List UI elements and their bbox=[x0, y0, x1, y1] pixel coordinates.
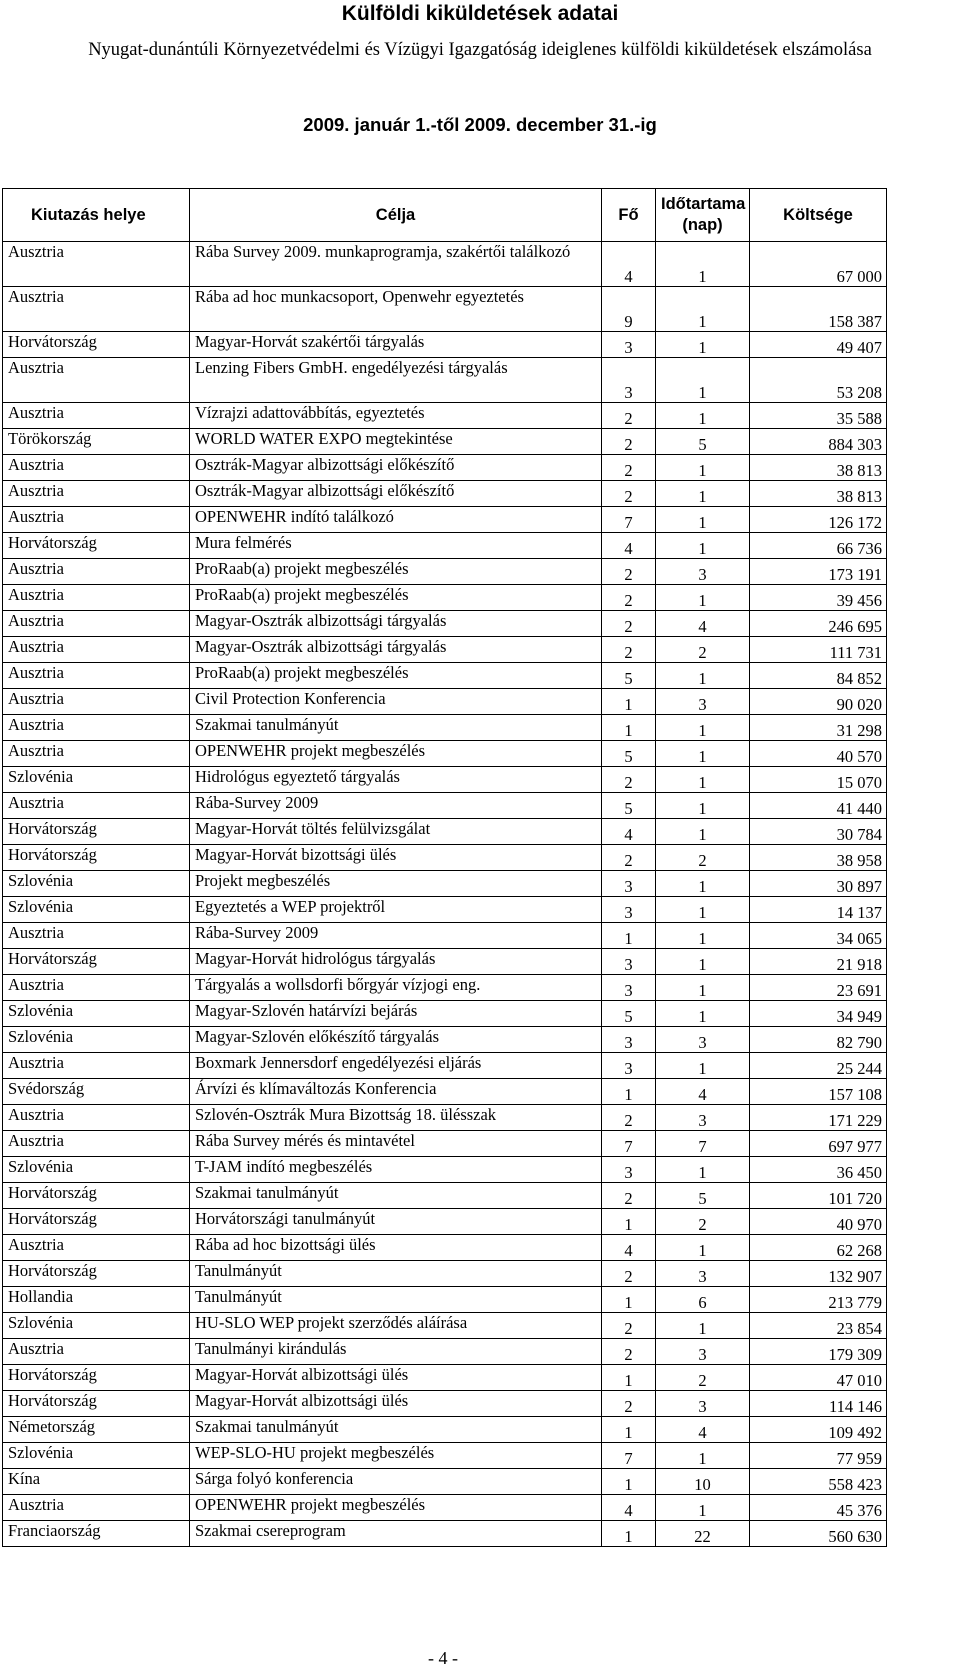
days-cell: 22 bbox=[656, 1521, 750, 1547]
cost-cell: 40 970 bbox=[750, 1209, 887, 1235]
table-row bbox=[3, 358, 887, 403]
cost-cell: 25 244 bbox=[750, 1053, 887, 1079]
table-row bbox=[3, 287, 887, 332]
cost-cell: 15 070 bbox=[750, 767, 887, 793]
table-row bbox=[3, 1443, 887, 1469]
table-row bbox=[3, 242, 887, 287]
table-row bbox=[3, 559, 887, 585]
purpose-cell: Lenzing Fibers GmbH. engedélyezési tárgyalás bbox=[190, 358, 602, 403]
cost-cell: 35 588 bbox=[750, 403, 887, 429]
persons-cell: 3 bbox=[602, 871, 656, 897]
location-cell: Ausztria bbox=[3, 358, 190, 403]
cost-cell: 213 779 bbox=[750, 1287, 887, 1313]
location-cell: Horvátország bbox=[3, 1391, 190, 1417]
location-cell: Szlovénia bbox=[3, 1001, 190, 1027]
location-cell: Ausztria bbox=[3, 715, 190, 741]
purpose-cell: Boxmark Jennersdorf engedélyezési eljárás bbox=[190, 1053, 602, 1079]
location-cell: Ausztria bbox=[3, 611, 190, 637]
days-cell: 6 bbox=[656, 1287, 750, 1313]
cost-cell: 40 570 bbox=[750, 741, 887, 767]
persons-cell: 3 bbox=[602, 1157, 656, 1183]
days-cell: 1 bbox=[656, 403, 750, 429]
days-cell: 1 bbox=[656, 897, 750, 923]
table-row bbox=[3, 663, 887, 689]
purpose-cell: Magyar-Horvát albizottsági ülés bbox=[190, 1391, 602, 1417]
trips-table bbox=[2, 188, 887, 1547]
days-cell: 1 bbox=[656, 1001, 750, 1027]
purpose-cell: Rába Survey mérés és mintavétel bbox=[190, 1131, 602, 1157]
location-cell: Horvátország bbox=[3, 1183, 190, 1209]
cost-cell: 126 172 bbox=[750, 507, 887, 533]
table-row bbox=[3, 871, 887, 897]
purpose-cell: Rába ad hoc munkacsoport, Openwehr egyeztetés bbox=[190, 287, 602, 332]
days-cell: 3 bbox=[656, 1261, 750, 1287]
days-cell: 3 bbox=[656, 1105, 750, 1131]
location-cell: Horvátország bbox=[3, 845, 190, 871]
purpose-cell: Hidrológus egyeztető tárgyalás bbox=[190, 767, 602, 793]
table-row bbox=[3, 332, 887, 358]
cost-cell: 38 813 bbox=[750, 455, 887, 481]
purpose-cell: Szlovén-Osztrák Mura Bizottság 18. ülésszak bbox=[190, 1105, 602, 1131]
table-row bbox=[3, 1495, 887, 1521]
location-cell: Ausztria bbox=[3, 923, 190, 949]
days-cell: 1 bbox=[656, 793, 750, 819]
persons-cell: 4 bbox=[602, 533, 656, 559]
days-cell: 1 bbox=[656, 923, 750, 949]
table-row bbox=[3, 1183, 887, 1209]
location-cell: Horvátország bbox=[3, 1209, 190, 1235]
persons-cell: 9 bbox=[602, 287, 656, 332]
days-cell: 3 bbox=[656, 1339, 750, 1365]
days-cell: 2 bbox=[656, 845, 750, 871]
cost-cell: 132 907 bbox=[750, 1261, 887, 1287]
cost-cell: 101 720 bbox=[750, 1183, 887, 1209]
purpose-cell: Tanulmányút bbox=[190, 1261, 602, 1287]
purpose-cell: Szakmai csereprogram bbox=[190, 1521, 602, 1547]
days-cell: 1 bbox=[656, 1053, 750, 1079]
cost-cell: 114 146 bbox=[750, 1391, 887, 1417]
days-cell: 1 bbox=[656, 663, 750, 689]
location-cell: Szlovénia bbox=[3, 871, 190, 897]
table-row bbox=[3, 1079, 887, 1105]
location-cell: Horvátország bbox=[3, 1261, 190, 1287]
page-number: - 4 - bbox=[428, 1648, 458, 1668]
purpose-cell: Magyar-Horvát hidrológus tárgyalás bbox=[190, 949, 602, 975]
persons-cell: 3 bbox=[602, 897, 656, 923]
days-cell: 2 bbox=[656, 637, 750, 663]
purpose-cell: HU-SLO WEP projekt szerződés aláírása bbox=[190, 1313, 602, 1339]
header-cost: Költsége bbox=[750, 189, 887, 242]
purpose-cell: Horvátországi tanulmányút bbox=[190, 1209, 602, 1235]
days-cell: 2 bbox=[656, 1209, 750, 1235]
location-cell: Ausztria bbox=[3, 1339, 190, 1365]
table-row bbox=[3, 767, 887, 793]
location-cell: Szlovénia bbox=[3, 767, 190, 793]
days-cell: 1 bbox=[656, 455, 750, 481]
cost-cell: 14 137 bbox=[750, 897, 887, 923]
persons-cell: 1 bbox=[602, 715, 656, 741]
cost-cell: 158 387 bbox=[750, 287, 887, 332]
purpose-cell: Magyar-Horvát albizottsági ülés bbox=[190, 1365, 602, 1391]
purpose-cell: ProRaab(a) projekt megbeszélés bbox=[190, 585, 602, 611]
purpose-cell: Rába-Survey 2009 bbox=[190, 923, 602, 949]
period-heading: 2009. január 1.-től 2009. december 31.-ig bbox=[303, 114, 657, 135]
purpose-cell: OPENWEHR projekt megbeszélés bbox=[190, 1495, 602, 1521]
location-cell: Ausztria bbox=[3, 975, 190, 1001]
table-row bbox=[3, 1339, 887, 1365]
purpose-cell: Rába ad hoc bizottsági ülés bbox=[190, 1235, 602, 1261]
persons-cell: 1 bbox=[602, 1469, 656, 1495]
location-cell: Ausztria bbox=[3, 403, 190, 429]
cost-cell: 111 731 bbox=[750, 637, 887, 663]
table-row bbox=[3, 793, 887, 819]
persons-cell: 3 bbox=[602, 975, 656, 1001]
persons-cell: 2 bbox=[602, 403, 656, 429]
persons-cell: 1 bbox=[602, 1365, 656, 1391]
persons-cell: 2 bbox=[602, 637, 656, 663]
cost-cell: 41 440 bbox=[750, 793, 887, 819]
cost-cell: 90 020 bbox=[750, 689, 887, 715]
persons-cell: 1 bbox=[602, 923, 656, 949]
cost-cell: 77 959 bbox=[750, 1443, 887, 1469]
location-cell: Horvátország bbox=[3, 949, 190, 975]
persons-cell: 4 bbox=[602, 1495, 656, 1521]
persons-cell: 2 bbox=[602, 1261, 656, 1287]
cost-cell: 246 695 bbox=[750, 611, 887, 637]
purpose-cell: Projekt megbeszélés bbox=[190, 871, 602, 897]
persons-cell: 2 bbox=[602, 455, 656, 481]
table-row bbox=[3, 949, 887, 975]
location-cell: Németország bbox=[3, 1417, 190, 1443]
days-cell: 3 bbox=[656, 1391, 750, 1417]
location-cell: Horvátország bbox=[3, 533, 190, 559]
days-cell: 5 bbox=[656, 1183, 750, 1209]
table-row bbox=[3, 481, 887, 507]
persons-cell: 3 bbox=[602, 358, 656, 403]
location-cell: Szlovénia bbox=[3, 897, 190, 923]
days-cell: 3 bbox=[656, 559, 750, 585]
cost-cell: 34 949 bbox=[750, 1001, 887, 1027]
table-row bbox=[3, 1131, 887, 1157]
days-cell: 1 bbox=[656, 1495, 750, 1521]
cost-cell: 21 918 bbox=[750, 949, 887, 975]
location-cell: Törökország bbox=[3, 429, 190, 455]
purpose-cell: Tanulmányút bbox=[190, 1287, 602, 1313]
days-cell: 3 bbox=[656, 689, 750, 715]
persons-cell: 4 bbox=[602, 242, 656, 287]
table-row bbox=[3, 715, 887, 741]
persons-cell: 4 bbox=[602, 819, 656, 845]
purpose-cell: Tárgyalás a wollsdorfi bőrgyár vízjogi eng. bbox=[190, 975, 602, 1001]
persons-cell: 1 bbox=[602, 1079, 656, 1105]
days-cell: 1 bbox=[656, 287, 750, 332]
cost-cell: 38 813 bbox=[750, 481, 887, 507]
days-cell: 1 bbox=[656, 585, 750, 611]
days-cell: 7 bbox=[656, 1131, 750, 1157]
days-cell: 1 bbox=[656, 741, 750, 767]
page-subtitle: Nyugat-dunántúli Környezetvédelmi és Vízügyi Igazgatóság ideiglenes külföldi kiküldetések elszámolása bbox=[88, 40, 872, 60]
days-cell: 1 bbox=[656, 1443, 750, 1469]
location-cell: Horvátország bbox=[3, 1365, 190, 1391]
table-row bbox=[3, 1157, 887, 1183]
cost-cell: 49 407 bbox=[750, 332, 887, 358]
cost-cell: 45 376 bbox=[750, 1495, 887, 1521]
cost-cell: 38 958 bbox=[750, 845, 887, 871]
days-cell: 4 bbox=[656, 611, 750, 637]
table-row bbox=[3, 1053, 887, 1079]
purpose-cell: Egyeztetés a WEP projektről bbox=[190, 897, 602, 923]
location-cell: Ausztria bbox=[3, 242, 190, 287]
location-cell: Szlovénia bbox=[3, 1443, 190, 1469]
days-cell: 1 bbox=[656, 949, 750, 975]
table-row bbox=[3, 1027, 887, 1053]
location-cell: Ausztria bbox=[3, 1131, 190, 1157]
table-row bbox=[3, 585, 887, 611]
cost-cell: 109 492 bbox=[750, 1417, 887, 1443]
table-row bbox=[3, 533, 887, 559]
table-row bbox=[3, 923, 887, 949]
table-row bbox=[3, 1261, 887, 1287]
purpose-cell: Szakmai tanulmányút bbox=[190, 1417, 602, 1443]
persons-cell: 5 bbox=[602, 663, 656, 689]
days-cell: 1 bbox=[656, 715, 750, 741]
location-cell: Szlovénia bbox=[3, 1313, 190, 1339]
purpose-cell: WEP-SLO-HU projekt megbeszélés bbox=[190, 1443, 602, 1469]
days-cell: 1 bbox=[656, 242, 750, 287]
header-persons: Fő bbox=[602, 189, 656, 242]
location-cell: Szlovénia bbox=[3, 1157, 190, 1183]
days-cell: 3 bbox=[656, 1027, 750, 1053]
persons-cell: 5 bbox=[602, 1001, 656, 1027]
cost-cell: 558 423 bbox=[750, 1469, 887, 1495]
persons-cell: 2 bbox=[602, 1313, 656, 1339]
purpose-cell: Magyar-Osztrák albizottsági tárgyalás bbox=[190, 637, 602, 663]
purpose-cell: Mura felmérés bbox=[190, 533, 602, 559]
table-row bbox=[3, 637, 887, 663]
days-cell: 1 bbox=[656, 507, 750, 533]
days-cell: 4 bbox=[656, 1417, 750, 1443]
persons-cell: 2 bbox=[602, 1339, 656, 1365]
days-cell: 2 bbox=[656, 1365, 750, 1391]
location-cell: Ausztria bbox=[3, 663, 190, 689]
table-header-row bbox=[3, 189, 887, 242]
cost-cell: 884 303 bbox=[750, 429, 887, 455]
cost-cell: 36 450 bbox=[750, 1157, 887, 1183]
days-cell: 1 bbox=[656, 533, 750, 559]
cost-cell: 697 977 bbox=[750, 1131, 887, 1157]
persons-cell: 2 bbox=[602, 481, 656, 507]
cost-cell: 82 790 bbox=[750, 1027, 887, 1053]
location-cell: Ausztria bbox=[3, 287, 190, 332]
location-cell: Ausztria bbox=[3, 455, 190, 481]
cost-cell: 47 010 bbox=[750, 1365, 887, 1391]
purpose-cell: Magyar-Szlovén előkészítő tárgyalás bbox=[190, 1027, 602, 1053]
location-cell: Szlovénia bbox=[3, 1027, 190, 1053]
persons-cell: 7 bbox=[602, 1443, 656, 1469]
cost-cell: 62 268 bbox=[750, 1235, 887, 1261]
cost-cell: 171 229 bbox=[750, 1105, 887, 1131]
location-cell: Franciaország bbox=[3, 1521, 190, 1547]
purpose-cell: T-JAM indító megbeszélés bbox=[190, 1157, 602, 1183]
table-row bbox=[3, 611, 887, 637]
persons-cell: 1 bbox=[602, 1521, 656, 1547]
table-row bbox=[3, 741, 887, 767]
table-row bbox=[3, 1105, 887, 1131]
cost-cell: 31 298 bbox=[750, 715, 887, 741]
cost-cell: 39 456 bbox=[750, 585, 887, 611]
location-cell: Horvátország bbox=[3, 819, 190, 845]
persons-cell: 4 bbox=[602, 1235, 656, 1261]
table-row bbox=[3, 819, 887, 845]
persons-cell: 1 bbox=[602, 1287, 656, 1313]
header-purpose: Célja bbox=[190, 189, 602, 242]
table-row bbox=[3, 975, 887, 1001]
cost-cell: 179 309 bbox=[750, 1339, 887, 1365]
table-row bbox=[3, 1313, 887, 1339]
persons-cell: 2 bbox=[602, 1183, 656, 1209]
purpose-cell: Magyar-Horvát töltés felülvizsgálat bbox=[190, 819, 602, 845]
purpose-cell: Vízrajzi adattovábbítás, egyeztetés bbox=[190, 403, 602, 429]
cost-cell: 66 736 bbox=[750, 533, 887, 559]
cost-cell: 53 208 bbox=[750, 358, 887, 403]
days-cell: 1 bbox=[656, 1157, 750, 1183]
persons-cell: 5 bbox=[602, 793, 656, 819]
persons-cell: 1 bbox=[602, 689, 656, 715]
purpose-cell: Osztrák-Magyar albizottsági előkészítő bbox=[190, 455, 602, 481]
persons-cell: 5 bbox=[602, 741, 656, 767]
persons-cell: 7 bbox=[602, 507, 656, 533]
purpose-cell: ProRaab(a) projekt megbeszélés bbox=[190, 663, 602, 689]
cost-cell: 34 065 bbox=[750, 923, 887, 949]
purpose-cell: ProRaab(a) projekt megbeszélés bbox=[190, 559, 602, 585]
purpose-cell: Osztrák-Magyar albizottsági előkészítő bbox=[190, 481, 602, 507]
days-cell: 1 bbox=[656, 871, 750, 897]
persons-cell: 2 bbox=[602, 611, 656, 637]
purpose-cell: Magyar-Szlovén határvízi bejárás bbox=[190, 1001, 602, 1027]
table-row bbox=[3, 1287, 887, 1313]
persons-cell: 1 bbox=[602, 1417, 656, 1443]
cost-cell: 173 191 bbox=[750, 559, 887, 585]
table-row bbox=[3, 1001, 887, 1027]
days-cell: 1 bbox=[656, 767, 750, 793]
purpose-cell: WORLD WATER EXPO megtekintése bbox=[190, 429, 602, 455]
cost-cell: 67 000 bbox=[750, 242, 887, 287]
table-row bbox=[3, 1521, 887, 1547]
table-row bbox=[3, 1365, 887, 1391]
persons-cell: 2 bbox=[602, 1105, 656, 1131]
cost-cell: 30 784 bbox=[750, 819, 887, 845]
persons-cell: 2 bbox=[602, 767, 656, 793]
location-cell: Ausztria bbox=[3, 559, 190, 585]
location-cell: Ausztria bbox=[3, 481, 190, 507]
purpose-cell: OPENWEHR indító találkozó bbox=[190, 507, 602, 533]
cost-cell: 23 691 bbox=[750, 975, 887, 1001]
purpose-cell: Sárga folyó konferencia bbox=[190, 1469, 602, 1495]
table-row bbox=[3, 689, 887, 715]
location-cell: Ausztria bbox=[3, 1105, 190, 1131]
table-row bbox=[3, 897, 887, 923]
purpose-cell: Magyar-Osztrák albizottsági tárgyalás bbox=[190, 611, 602, 637]
table-row bbox=[3, 1235, 887, 1261]
page-title: Külföldi kiküldetések adatai bbox=[341, 2, 619, 25]
table-row bbox=[3, 1417, 887, 1443]
cost-cell: 84 852 bbox=[750, 663, 887, 689]
location-cell: Kína bbox=[3, 1469, 190, 1495]
location-cell: Ausztria bbox=[3, 637, 190, 663]
days-cell: 1 bbox=[656, 819, 750, 845]
days-cell: 1 bbox=[656, 332, 750, 358]
days-cell: 1 bbox=[656, 481, 750, 507]
location-cell: Svédország bbox=[3, 1079, 190, 1105]
purpose-cell: OPENWEHR projekt megbeszélés bbox=[190, 741, 602, 767]
days-cell: 1 bbox=[656, 1235, 750, 1261]
cost-cell: 560 630 bbox=[750, 1521, 887, 1547]
cost-cell: 23 854 bbox=[750, 1313, 887, 1339]
persons-cell: 2 bbox=[602, 585, 656, 611]
location-cell: Ausztria bbox=[3, 1235, 190, 1261]
location-cell: Ausztria bbox=[3, 507, 190, 533]
table-row bbox=[3, 1209, 887, 1235]
persons-cell: 1 bbox=[602, 1209, 656, 1235]
persons-cell: 3 bbox=[602, 1053, 656, 1079]
purpose-cell: Magyar-Horvát szakértői tárgyalás bbox=[190, 332, 602, 358]
header-duration: Időtartama (nap) bbox=[656, 189, 750, 242]
days-cell: 1 bbox=[656, 358, 750, 403]
days-cell: 1 bbox=[656, 975, 750, 1001]
purpose-cell: Magyar-Horvát bizottsági ülés bbox=[190, 845, 602, 871]
cost-cell: 30 897 bbox=[750, 871, 887, 897]
table-row bbox=[3, 455, 887, 481]
location-cell: Ausztria bbox=[3, 793, 190, 819]
days-cell: 1 bbox=[656, 1313, 750, 1339]
persons-cell: 2 bbox=[602, 1391, 656, 1417]
location-cell: Ausztria bbox=[3, 741, 190, 767]
cost-cell: 157 108 bbox=[750, 1079, 887, 1105]
table-row bbox=[3, 1469, 887, 1495]
persons-cell: 3 bbox=[602, 1027, 656, 1053]
purpose-cell: Szakmai tanulmányút bbox=[190, 715, 602, 741]
persons-cell: 3 bbox=[602, 949, 656, 975]
location-cell: Ausztria bbox=[3, 1053, 190, 1079]
location-cell: Ausztria bbox=[3, 1495, 190, 1521]
purpose-cell: Rába-Survey 2009 bbox=[190, 793, 602, 819]
purpose-cell: Tanulmányi kirándulás bbox=[190, 1339, 602, 1365]
table-row bbox=[3, 507, 887, 533]
table-row bbox=[3, 429, 887, 455]
persons-cell: 7 bbox=[602, 1131, 656, 1157]
days-cell: 5 bbox=[656, 429, 750, 455]
persons-cell: 2 bbox=[602, 845, 656, 871]
table-row bbox=[3, 403, 887, 429]
location-cell: Ausztria bbox=[3, 585, 190, 611]
purpose-cell: Rába Survey 2009. munkaprogramja, szakértői találkozó bbox=[190, 242, 602, 287]
location-cell: Hollandia bbox=[3, 1287, 190, 1313]
persons-cell: 2 bbox=[602, 559, 656, 585]
purpose-cell: Civil Protection Konferencia bbox=[190, 689, 602, 715]
purpose-cell: Árvízi és klímaváltozás Konferencia bbox=[190, 1079, 602, 1105]
table-row bbox=[3, 845, 887, 871]
location-cell: Ausztria bbox=[3, 689, 190, 715]
persons-cell: 3 bbox=[602, 332, 656, 358]
days-cell: 4 bbox=[656, 1079, 750, 1105]
header-location: Kiutazás helye bbox=[3, 189, 190, 242]
persons-cell: 2 bbox=[602, 429, 656, 455]
location-cell: Horvátország bbox=[3, 332, 190, 358]
table-row bbox=[3, 1391, 887, 1417]
purpose-cell: Szakmai tanulmányút bbox=[190, 1183, 602, 1209]
days-cell: 10 bbox=[656, 1469, 750, 1495]
